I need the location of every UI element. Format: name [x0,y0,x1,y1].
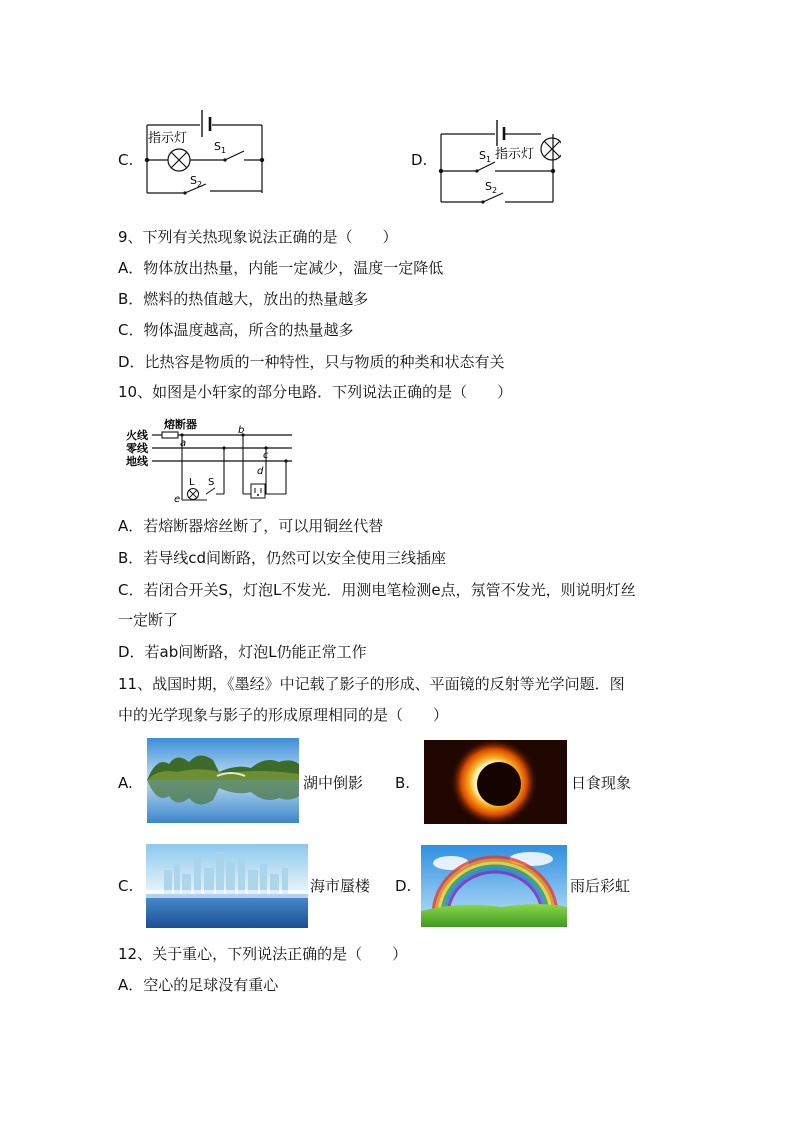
q8-option-c-label: C. [118,151,134,169]
q10-household-circuit-figure [120,414,300,506]
solar-eclipse-image [424,740,567,824]
q11-option-c-caption: 海市蜃楼 [310,877,371,895]
s1-label: $S_1$ [479,149,492,164]
point-b-label: b [238,425,245,436]
q11-option-a-label: A. [118,774,133,792]
q10-option-d: D．若ab间断路，灯泡L仍能正常工作 [118,643,367,661]
lake-reflection-image [147,738,299,823]
lamp-label: 指示灯 [495,147,535,162]
q11-option-d-caption: 雨后彩虹 [570,877,631,895]
q11-option-a-caption: 湖中倒影 [303,774,364,792]
point-a-label: a [180,438,187,449]
q10-option-c-continued: 一定断了 [118,611,179,629]
q9-option-c: C．物体温度越高，所含的热量越多 [118,321,354,339]
q8-option-c-circuit [140,105,270,197]
fuse-icon [162,432,178,438]
q9-option-a: A．物体放出热量，内能一定减少，温度一定降低 [118,259,444,277]
rainbow-image [421,845,567,927]
s2-label: $S_2$ [190,174,203,189]
mirage-image [146,844,308,928]
q11-option-b-caption: 日食现象 [571,774,632,792]
q10-option-b: B．若导线cd间断路，仍然可以安全使用三线插座 [118,549,447,567]
q10-option-a: A．若熔断器熔丝断了，可以用铜丝代替 [118,517,384,535]
point-c-label: c [263,450,269,461]
q11-stem-line2: 中的光学现象与影子的形成原理相同的是（ ） [118,706,449,724]
switch-s-label: S [208,477,215,488]
q11-stem-line1: 11、战国时期，《墨经》中记载了影子的形成、平面镜的反射等光学问题．图 [118,675,625,693]
fuse-label: 熔断器 [164,418,197,431]
switch-s-icon [206,488,215,494]
point-e-label: e [174,494,181,505]
q9-stem: 9、下列有关热现象说法正确的是（ ） [118,228,398,246]
live-wire-label: 火线 [126,429,148,442]
q8-option-d-label: D. [411,151,428,169]
neutral-wire-label: 零线 [126,442,148,455]
switch-s1-icon [225,151,244,160]
q11-option-d-label: D. [395,877,412,895]
q9-option-d: D．比热容是物质的一种特性，只与物质的种类和状态有关 [118,353,505,371]
lamp-label: 指示灯 [148,131,188,146]
q12-stem: 12、关于重心，下列说法正确的是（ ） [118,945,408,963]
q11-option-b-label: B. [395,774,411,792]
q8-option-d-circuit [435,116,561,208]
q12-option-a: A．空心的足球没有重心 [118,976,279,994]
ground-wire-label: 地线 [126,455,148,468]
q10-stem: 10、如图是小轩家的部分电路．下列说法正确的是（ ） [118,383,513,401]
q9-option-b: B．燃料的热值越大，放出的热量越多 [118,290,369,308]
bulb-l-label: L [189,477,195,488]
q10-option-c: C．若闭合开关S，灯泡L不发光．用测电笔检测e点，氖管不发光，则说明灯丝 [118,581,636,599]
s2-label: $S_2$ [485,180,498,195]
q11-option-c-label: C. [118,877,134,895]
s1-label: $S_1$ [214,140,227,155]
point-d-label: d [257,466,264,477]
